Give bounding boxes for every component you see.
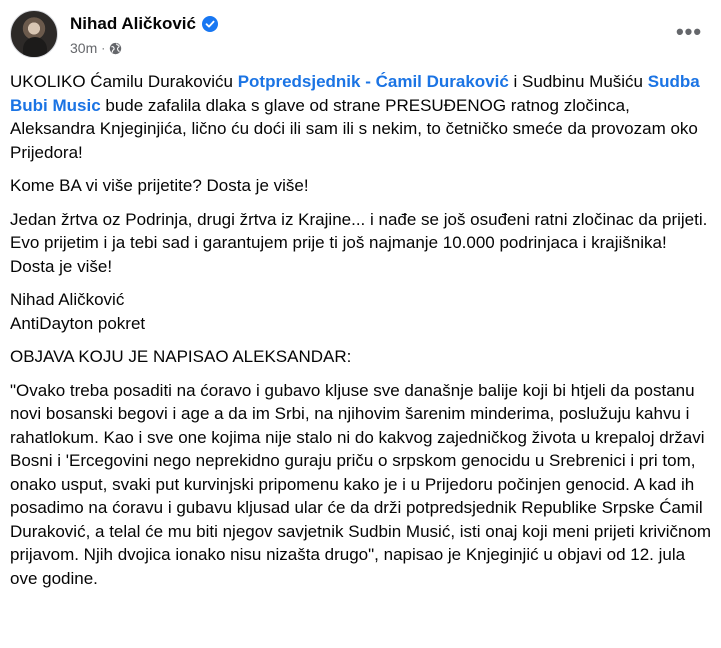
mention-link[interactable]: Potpredsjednik - Ćamil Duraković [237, 72, 509, 91]
post-paragraph: Kome BA vi više prijetite? Dosta je više! [10, 176, 309, 195]
quoted-paragraph: "Ovako treba posaditi na ćoravo i gubavo kljuse sve današnje balije koji bi htjeli da postanu novi bosanski begovi i age a da im Srbi, na njihovim šarenim minderima, poslužuju kahvu i rahatlokum. Kao i sve one kojima nije stalo ni do kakvog zajedničkog života u krepaloj državi Bosni i 'Ercegovini nego neprekidno guraju priču o srpskom genocidu u Srebrenici i pri tom, onako usput, svaki put kurvinjski pripomenu kako je i u Prijedoru počinjen genocid. A kad ih posadimo na ćoravu i gubavu kljusad ular će da drži potpredsjednik Republike Srpske Ćamil Duraković, a telal će mu biti njegov savjetnik Sudbin Musić, isti onaj koji meni prijeti krivičnom prijavom. Njih dvojica ionako nisu nizašta drugo", napisao je Knjeginjić u objavi od 12. jula ove godine. [10, 380, 712, 588]
post-paragraph: Jedan žrtva oz Podrinja, drugi žrtva iz Krajine... i nađe se još osuđeni ratni zločinac da prijeti. Evo prijetim i ja tebi sad i garantujem prije ti još najmanje 10.000 podrinjaca i krajišnika! Dosta je više! [10, 209, 708, 276]
post-paragraph [10, 70, 714, 164]
post-paragraph: OBJAVA KOJU JE NAPISAO ALEKSANDAR: [10, 347, 352, 366]
signature-org: AntiDayton pokret [10, 313, 146, 333]
mention-link[interactable]: Sudba Bubi Music [10, 72, 700, 115]
post-timestamp[interactable]: 30m [70, 40, 98, 56]
meta-separator: · [101, 41, 106, 55]
globe-icon[interactable] [109, 42, 122, 55]
post-body [10, 70, 714, 600]
verified-badge-icon [202, 16, 218, 32]
more-horizontal-icon: ••• [675, 19, 703, 44]
post-meta [70, 40, 122, 56]
signature-name: Nihad Aličković [10, 290, 125, 309]
post-signature [10, 288, 714, 335]
post-text: UKOLIKO Ćamilu Durakoviću [10, 72, 238, 91]
post-text: i Sudbinu Mušiću [508, 72, 648, 91]
avatar[interactable] [10, 10, 58, 58]
more-options-button[interactable] [671, 18, 707, 46]
post-header [10, 10, 711, 62]
author-name[interactable]: Nihad Aličković [70, 14, 196, 33]
author-row [70, 14, 218, 34]
post-text: bude zafalila dlaka s glave od strane PRESUĐENOG ratnog zločinca, Aleksandra Knjeginjića, lično ću doći ili sam ili s nekim, to četničko smeće da provozam oko Prijedora! [10, 95, 698, 162]
